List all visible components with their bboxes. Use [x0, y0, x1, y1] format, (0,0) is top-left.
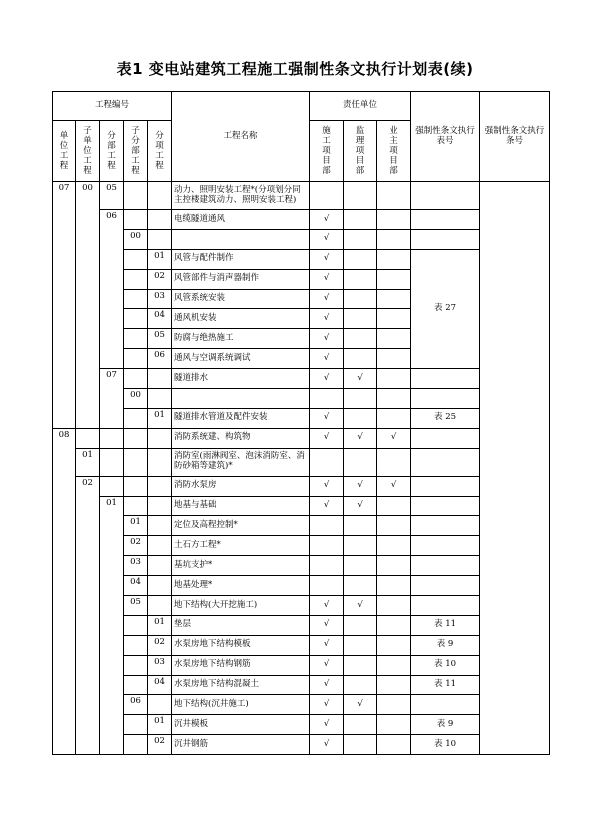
cell-supervision-check	[344, 249, 377, 269]
cell-subitem	[148, 476, 172, 496]
table-row	[53, 249, 550, 269]
cell-construction-check: √	[310, 476, 344, 496]
cell-subitem	[148, 448, 172, 476]
cell-supervision-check: √	[344, 695, 377, 715]
cell-supervision-check	[344, 635, 377, 655]
cell-project-name: 防腐与绝热施工	[172, 329, 310, 349]
cell-owner-check	[377, 389, 411, 409]
cell-construction-check: √	[310, 249, 344, 269]
cell-sub-division	[124, 428, 148, 448]
cell-subitem: 01	[148, 408, 172, 428]
header-clause-no: 强制性条文执行条号	[480, 92, 550, 182]
cell-owner-check	[377, 715, 411, 735]
cell-subitem: 02	[148, 635, 172, 655]
cell-sub-division	[124, 210, 148, 230]
cell-owner-check	[377, 269, 411, 289]
header-supervision-dept: 监理项目部	[344, 121, 377, 182]
table-row	[53, 476, 550, 496]
cell-sub-division	[124, 675, 148, 695]
cell-subitem	[148, 516, 172, 536]
cell-supervision-check	[344, 556, 377, 576]
cell-construction-check	[310, 448, 344, 476]
cell-project-name: 电缆隧道通风	[172, 210, 310, 230]
cell-subitem	[148, 695, 172, 715]
cell-construction-check	[310, 576, 344, 596]
cell-subitem	[148, 229, 172, 249]
cell-owner-check	[377, 695, 411, 715]
cell-sub-division: 04	[124, 576, 148, 596]
cell-project-name: 隧道排水管道及配件安装	[172, 408, 310, 428]
cell-construction-check: √	[310, 309, 344, 329]
cell-project-name: 定位及高程控制*	[172, 516, 310, 536]
cell-project-name: 风管与配件制作	[172, 249, 310, 269]
cell-division	[100, 448, 124, 476]
cell-owner-check	[377, 210, 411, 230]
table-row	[53, 428, 550, 448]
cell-construction-check: √	[310, 408, 344, 428]
cell-project-name	[172, 389, 310, 409]
cell-supervision-check	[344, 655, 377, 675]
cell-sub-unit	[76, 428, 100, 448]
header-division-project: 分部工程	[100, 121, 124, 182]
header-subitem-project: 分项工程	[148, 121, 172, 182]
cell-supervision-check	[344, 309, 377, 329]
cell-subitem: 03	[148, 289, 172, 309]
cell-division: 01	[100, 496, 124, 755]
cell-project-name: 土石方工程*	[172, 536, 310, 556]
cell-sub-division	[124, 408, 148, 428]
cell-supervision-check: √	[344, 596, 377, 616]
cell-sub-division	[124, 635, 148, 655]
cell-table-no	[411, 182, 480, 210]
table-row	[53, 655, 550, 675]
cell-sub-division	[124, 269, 148, 289]
cell-owner-check	[377, 536, 411, 556]
cell-construction-check: √	[310, 369, 344, 389]
cell-sub-division	[124, 476, 148, 496]
cell-sub-division	[124, 309, 148, 329]
cell-division	[100, 428, 124, 448]
cell-supervision-check	[344, 269, 377, 289]
table-row	[53, 596, 550, 616]
cell-table-no	[411, 229, 480, 249]
cell-construction-check: √	[310, 210, 344, 230]
cell-table-no: 表 10	[411, 655, 480, 675]
cell-supervision-check	[344, 448, 377, 476]
cell-construction-check: √	[310, 329, 344, 349]
cell-table-no	[411, 210, 480, 230]
cell-subitem: 02	[148, 735, 172, 755]
cell-sub-division	[124, 448, 148, 476]
table-row	[53, 635, 550, 655]
cell-construction-check: √	[310, 655, 344, 675]
cell-construction-check: √	[310, 428, 344, 448]
cell-sub-division	[124, 715, 148, 735]
cell-construction-check: √	[310, 635, 344, 655]
cell-sub-unit: 00	[76, 182, 100, 429]
cell-construction-check	[310, 516, 344, 536]
header-responsible-unit: 责任单位	[310, 92, 411, 121]
cell-subitem: 06	[148, 349, 172, 369]
cell-supervision-check	[344, 615, 377, 635]
cell-supervision-check	[344, 735, 377, 755]
cell-supervision-check	[344, 675, 377, 695]
cell-subitem	[148, 576, 172, 596]
table-row	[53, 536, 550, 556]
header-sub-division-project: 子分部工程	[124, 121, 148, 182]
cell-owner-check	[377, 448, 411, 476]
cell-construction-check: √	[310, 596, 344, 616]
cell-subitem	[148, 428, 172, 448]
table-row	[53, 516, 550, 536]
cell-project-name	[172, 229, 310, 249]
cell-owner-check	[377, 309, 411, 329]
table-row	[53, 735, 550, 755]
header-sub-unit-project: 子单位工程	[76, 121, 100, 182]
cell-project-name: 消防水泵房	[172, 476, 310, 496]
cell-table-no: 表 25	[411, 408, 480, 428]
cell-sub-division: 06	[124, 695, 148, 715]
cell-owner-check: √	[377, 476, 411, 496]
cell-project-name: 地下结构(大开挖施工)	[172, 596, 310, 616]
cell-owner-check	[377, 516, 411, 536]
cell-owner-check	[377, 369, 411, 389]
cell-supervision-check	[344, 329, 377, 349]
cell-project-name: 消防系统建、构筑物	[172, 428, 310, 448]
cell-owner-check	[377, 576, 411, 596]
cell-sub-division	[124, 329, 148, 349]
cell-owner-check	[377, 229, 411, 249]
table-row	[53, 695, 550, 715]
page-title: 表1 变电站建筑工程施工强制性条文执行计划表(续)	[116, 60, 474, 78]
cell-subitem: 04	[148, 309, 172, 329]
cell-supervision-check: √	[344, 496, 377, 516]
cell-table-no	[411, 695, 480, 715]
cell-division: 06	[100, 210, 124, 369]
cell-project-name: 消防室(雨淋阀室、泡沫消防室、消防砂箱等建筑)*	[172, 448, 310, 476]
cell-owner-check	[377, 496, 411, 516]
cell-supervision-check	[344, 715, 377, 735]
cell-supervision-check: √	[344, 369, 377, 389]
table-row	[53, 229, 550, 249]
cell-supervision-check	[344, 289, 377, 309]
cell-construction-check: √	[310, 715, 344, 735]
cell-project-name: 风管部件与消声器制作	[172, 269, 310, 289]
cell-project-name: 风管系统安装	[172, 289, 310, 309]
table-row	[53, 369, 550, 389]
cell-project-name: 垫层	[172, 615, 310, 635]
cell-division: 05	[100, 182, 124, 210]
cell-subitem	[148, 182, 172, 210]
cell-owner-check	[377, 675, 411, 695]
cell-sub-division	[124, 369, 148, 389]
cell-subitem: 03	[148, 655, 172, 675]
cell-subitem	[148, 369, 172, 389]
cell-subitem: 04	[148, 675, 172, 695]
cell-owner-check	[377, 735, 411, 755]
cell-construction-check: √	[310, 615, 344, 635]
cell-owner-check	[377, 655, 411, 675]
cell-subitem: 01	[148, 615, 172, 635]
cell-division	[100, 476, 124, 496]
header-construction-dept: 施工项目部	[310, 121, 344, 182]
cell-subitem	[148, 556, 172, 576]
cell-project-name: 水泵房地下结构混凝土	[172, 675, 310, 695]
cell-project-name: 水泵房地下结构模板	[172, 635, 310, 655]
cell-sub-division	[124, 615, 148, 635]
cell-construction-check: √	[310, 349, 344, 369]
cell-owner-check	[377, 329, 411, 349]
cell-table-no: 表 27	[411, 249, 480, 368]
cell-construction-check: √	[310, 229, 344, 249]
cell-construction-check: √	[310, 675, 344, 695]
cell-supervision-check	[344, 210, 377, 230]
table-row	[53, 408, 550, 428]
cell-sub-division: 00	[124, 389, 148, 409]
cell-subitem: 01	[148, 249, 172, 269]
cell-owner-check	[377, 408, 411, 428]
cell-supervision-check	[344, 576, 377, 596]
table-row	[53, 496, 550, 516]
cell-sub-division	[124, 249, 148, 269]
header-owner-dept: 业主项目部	[377, 121, 411, 182]
cell-subitem: 05	[148, 329, 172, 349]
cell-table-no	[411, 556, 480, 576]
cell-table-no	[411, 428, 480, 448]
cell-owner-check	[377, 635, 411, 655]
table-row	[53, 615, 550, 635]
cell-construction-check	[310, 182, 344, 210]
cell-table-no	[411, 516, 480, 536]
cell-sub-unit: 02	[76, 476, 100, 754]
cell-table-no	[411, 476, 480, 496]
cell-subitem: 01	[148, 715, 172, 735]
cell-sub-division: 02	[124, 536, 148, 556]
cell-project-name: 沉井钢筋	[172, 735, 310, 755]
table-row	[53, 210, 550, 230]
cell-construction-check	[310, 556, 344, 576]
cell-sub-unit: 01	[76, 448, 100, 476]
plan-table	[52, 91, 550, 755]
cell-table-no: 表 11	[411, 675, 480, 695]
cell-project-name: 隧道排水	[172, 369, 310, 389]
cell-table-no	[411, 596, 480, 616]
cell-construction-check: √	[310, 695, 344, 715]
cell-construction-check	[310, 536, 344, 556]
cell-supervision-check: √	[344, 476, 377, 496]
table-row	[53, 389, 550, 409]
cell-owner-check	[377, 556, 411, 576]
table-row	[53, 715, 550, 735]
cell-sub-division: 00	[124, 229, 148, 249]
cell-subitem	[148, 496, 172, 516]
cell-supervision-check	[344, 349, 377, 369]
cell-owner-check	[377, 349, 411, 369]
cell-supervision-check	[344, 229, 377, 249]
table-row	[53, 675, 550, 695]
table-row	[53, 556, 550, 576]
cell-subitem	[148, 210, 172, 230]
cell-owner-check: √	[377, 428, 411, 448]
cell-sub-division	[124, 496, 148, 516]
cell-supervision-check	[344, 182, 377, 210]
cell-table-no	[411, 496, 480, 516]
cell-construction-check: √	[310, 735, 344, 755]
cell-sub-division: 05	[124, 596, 148, 616]
cell-sub-division	[124, 735, 148, 755]
cell-sub-division	[124, 182, 148, 210]
cell-subitem	[148, 389, 172, 409]
table-row	[53, 182, 550, 210]
cell-project-name: 水泵房地下结构钢筋	[172, 655, 310, 675]
cell-table-no: 表 10	[411, 735, 480, 755]
cell-sub-division: 03	[124, 556, 148, 576]
cell-owner-check	[377, 249, 411, 269]
cell-project-name: 沉井模板	[172, 715, 310, 735]
cell-owner-check	[377, 615, 411, 635]
cell-project-name: 地基与基础	[172, 496, 310, 516]
cell-table-no	[411, 536, 480, 556]
header-project-name: 工程名称	[172, 92, 310, 182]
cell-table-no: 表 9	[411, 635, 480, 655]
cell-sub-division	[124, 289, 148, 309]
cell-supervision-check	[344, 536, 377, 556]
cell-project-name: 动力、照明安装工程*(分项划分同主控楼建筑动力、照明安装工程)	[172, 182, 310, 210]
cell-project-name: 通风与空调系统调试	[172, 349, 310, 369]
cell-table-no	[411, 448, 480, 476]
cell-subitem	[148, 596, 172, 616]
header-unit-project: 单位工程	[53, 121, 76, 182]
table-row	[53, 448, 550, 476]
cell-owner-check	[377, 182, 411, 210]
cell-table-no: 表 9	[411, 715, 480, 735]
cell-project-name: 基坑支护*	[172, 556, 310, 576]
cell-subitem	[148, 536, 172, 556]
cell-division: 07	[100, 369, 124, 429]
cell-unit: 08	[53, 428, 76, 754]
cell-sub-division	[124, 655, 148, 675]
cell-supervision-check	[344, 408, 377, 428]
header-table-no: 强制性条文执行表号	[411, 92, 480, 182]
cell-owner-check	[377, 596, 411, 616]
cell-project-name: 地基处理*	[172, 576, 310, 596]
cell-construction-check: √	[310, 496, 344, 516]
table-row	[53, 576, 550, 596]
cell-table-no	[411, 389, 480, 409]
cell-supervision-check: √	[344, 428, 377, 448]
cell-sub-division: 01	[124, 516, 148, 536]
cell-project-name: 通风机安装	[172, 309, 310, 329]
cell-project-name: 地下结构(沉井施工)	[172, 695, 310, 715]
cell-table-no: 表 11	[411, 615, 480, 635]
cell-supervision-check	[344, 516, 377, 536]
cell-clause-no	[480, 182, 550, 755]
cell-unit: 07	[53, 182, 76, 429]
cell-sub-division	[124, 349, 148, 369]
cell-supervision-check	[344, 389, 377, 409]
cell-construction-check: √	[310, 269, 344, 289]
cell-construction-check	[310, 389, 344, 409]
cell-owner-check	[377, 289, 411, 309]
cell-table-no	[411, 576, 480, 596]
cell-construction-check: √	[310, 289, 344, 309]
header-project-code: 工程编号	[53, 92, 172, 121]
cell-subitem: 02	[148, 269, 172, 289]
cell-table-no	[411, 369, 480, 389]
